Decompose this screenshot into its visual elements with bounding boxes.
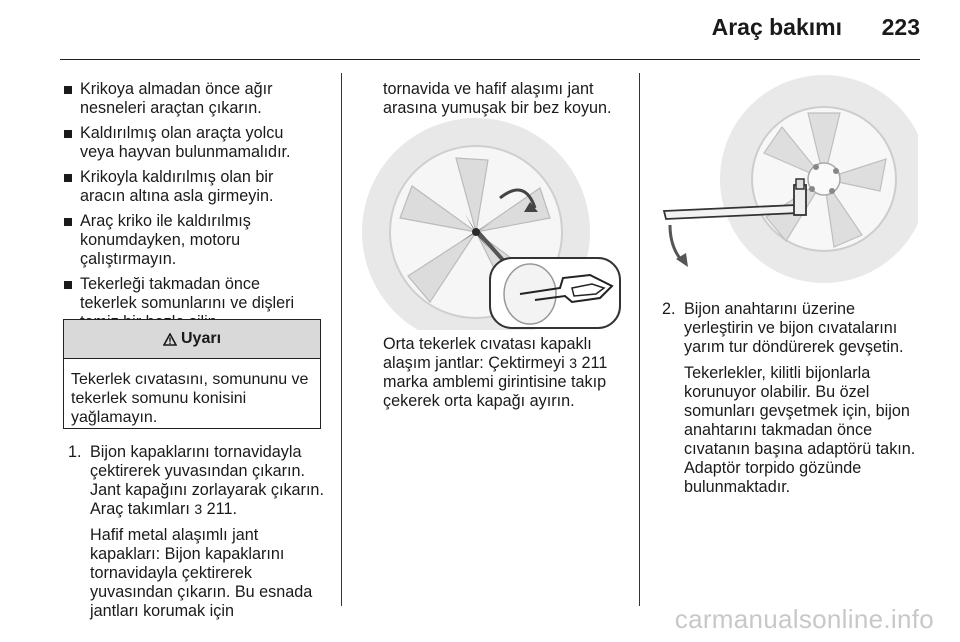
bullet-item bbox=[62, 80, 326, 118]
column-divider-right bbox=[639, 73, 640, 606]
page-number: 223 bbox=[881, 14, 920, 40]
wheel-lug-wrench-illustration bbox=[656, 75, 918, 289]
column-2-continuation: tornavida ve hafif alaşımı jant arasına yumuşak bir bez koyun. bbox=[383, 80, 612, 117]
warning-header bbox=[64, 320, 320, 359]
bullet-text: Krikoyla kaldırılmış olan bir aracın altına asla girmeyin. bbox=[80, 168, 274, 205]
wheel-center-cap-illustration bbox=[360, 118, 622, 330]
step-1 bbox=[68, 443, 332, 621]
step-text: Bijon kapaklarını tornavidayla çektirerek yuvasından çıkarın. Jant kapağını zorlayarak çıkarın. Araç takımları 3 211. bbox=[90, 443, 324, 518]
bullet-text: Tekerleği takmadan önce tekerlek somunlarını ve dişleri bbox=[80, 275, 295, 312]
warning-box bbox=[63, 319, 321, 429]
column-1 bbox=[62, 80, 326, 338]
step-number: 2. bbox=[662, 300, 676, 318]
column-divider-left bbox=[341, 73, 342, 606]
warning-triangle-icon bbox=[163, 333, 177, 346]
step-subtext: Tekerlekler, kilitli bijonlarla korunuyor olabilir. Bu özel somunları gevşetmek için, bijon anahtarını takmadan önce cıvatanın başına adaptörü takın. Adaptör torpido gözünde bulunmaktadır. bbox=[684, 364, 916, 496]
watermark: carmanualsonline.info bbox=[674, 604, 934, 634]
step-subtext: Hafif metal alaşımlı jant kapakları: Bijon kapaklarını tornavidayla çektirerek yuvasından çıkarın. Bu esnada jantları korumak için bbox=[90, 526, 313, 620]
bullet-item bbox=[62, 212, 326, 269]
bullet-text: Araç kriko ile kaldırılmış konumdayken, motoru çalıştırmayın. bbox=[80, 212, 251, 268]
page-reference-icon: 3 bbox=[569, 355, 578, 371]
step-number: 1. bbox=[68, 443, 82, 461]
header-rule bbox=[60, 59, 920, 60]
bullet-item bbox=[62, 124, 326, 162]
warning-title: Uyarı bbox=[180, 330, 222, 347]
warning-body: Tekerlek cıvatasını, somununu ve tekerlek somunu konisini yağlamayın. bbox=[71, 371, 309, 426]
header-title: Araç bakımı bbox=[711, 14, 842, 40]
bullet-text: Krikoya almadan önce ağır nesneleri araçtan çıkarın. bbox=[80, 80, 273, 117]
page-reference-icon: 3 bbox=[194, 501, 203, 517]
step-2 bbox=[662, 300, 922, 497]
bullet-item bbox=[62, 168, 326, 206]
bullet-text: Kaldırılmış olan araçta yolcu veya hayvan bulunmamalıdır. bbox=[80, 124, 291, 161]
column-2-caption: Orta tekerlek cıvatası kapaklı alaşım jantlar: Çektirmeyi 3 211 marka amblemi girintisine takıp çekerek orta kapağı ayırın. bbox=[383, 335, 608, 410]
step-text: Bijon anahtarını üzerine yerleştirin ve bijon cıvatalarını yarım tur döndürerek gevşetin. bbox=[684, 300, 904, 356]
